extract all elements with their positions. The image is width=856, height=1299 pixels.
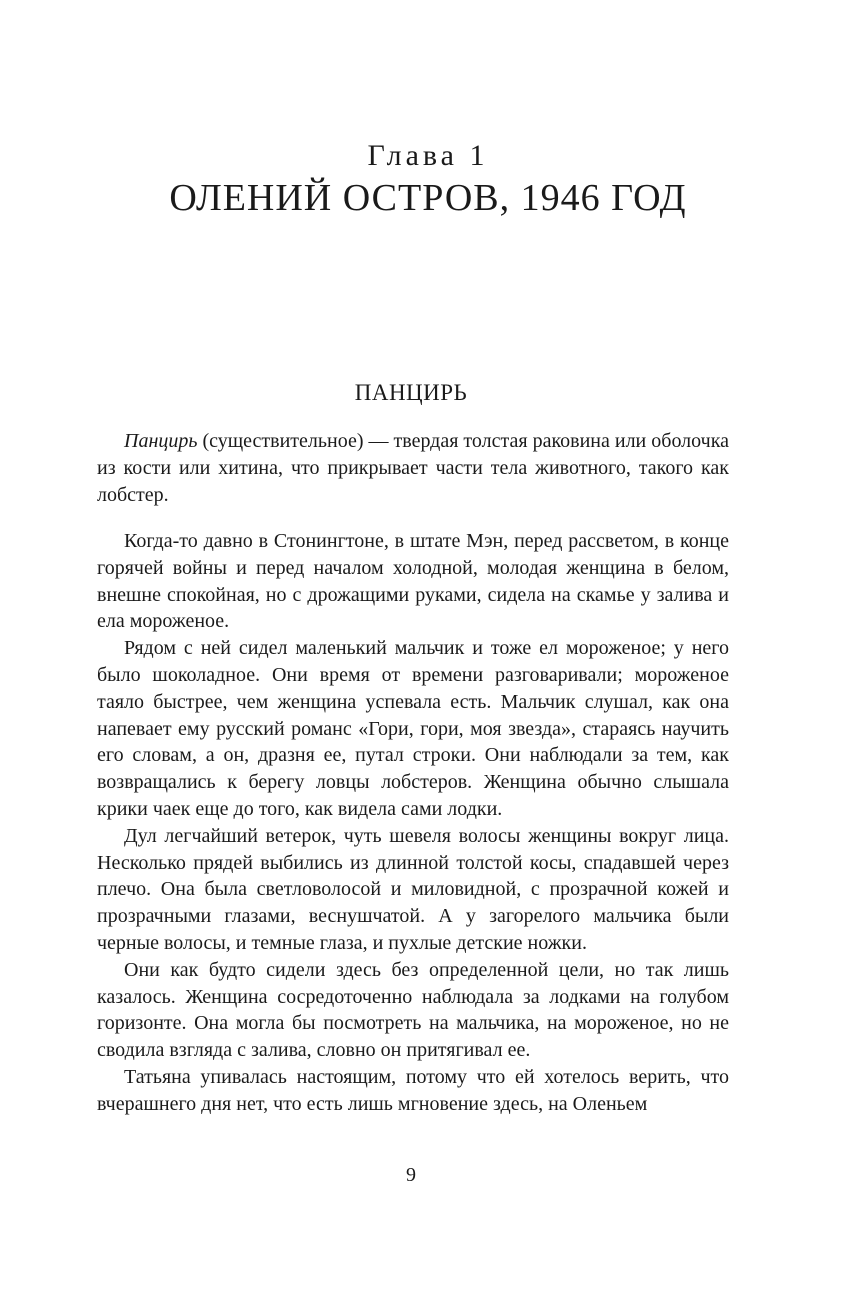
paragraph: Рядом с ней сидел маленький мальчик и тоже ел мороженое; у него было шоколадное. Они время от времени разговаривали; мороженое таяло быстрее, чем женщина успевала есть. Мальчик слушал, как она напевает ему русский романс «Гори, гори, моя звезда», стараясь научить его словам, а он, дразня ее, путал строки. Они наблюдали за тем, как возвращались к берегу ловцы лобстеров. Женщина обычно слышала крики чаек еще до того, как видела сами лодки. [97,637,729,820]
paragraph: Татьяна упивалась настоящим, потому что ей хотелось верить, что вчерашнего дня нет, что есть лишь мгновение здесь, на Оленьем [97,1065,729,1115]
definition-text: (существительное) — твердая толстая раковина или оболочка из кости или хитина, что прикрывает части тела животного, такого как лобстер. [97,430,729,506]
paragraph: Когда-то давно в Стонингтоне, в штате Мэн, перед рассветом, в конце горячей войны и перед началом холодной, молодая женщина в белом, внешне спокойная, но с дрожащими руками, сидела на скамье у залива и ела мороженое. [97,530,729,633]
paragraph: Они как будто сидели здесь без определенной цели, но так лишь казалось. Женщина сосредоточенно наблюдала за лодками на голубом горизонте. Она могла бы посмотреть на мальчика, на мороженое, но не сводила взгляда с залива, словно он притягивал ее. [97,958,729,1062]
chapter-title: ОЛЕНИЙ ОСТРОВ, 1946 ГОД [169,177,687,219]
page-number: 9 [406,1164,416,1186]
chapter-label: Глава 1 [367,139,489,172]
section-title: ПАНЦИРЬ [354,380,468,405]
definition-term: Панцирь [124,430,198,452]
definition [97,428,729,508]
paragraph: Дул легчайший ветерок, чуть шевеля волосы женщины вокруг лица. Несколько прядей выбились из длинной толстой косы, спадавшей через плечо. Она была светловолосой и миловидной, с прозрачной кожей и прозрачными глазами, веснушчатой. А у загорелого мальчика были черные волосы, и темные глаза, и пухлые детские ножки. [97,824,729,954]
body-text [97,528,729,1118]
